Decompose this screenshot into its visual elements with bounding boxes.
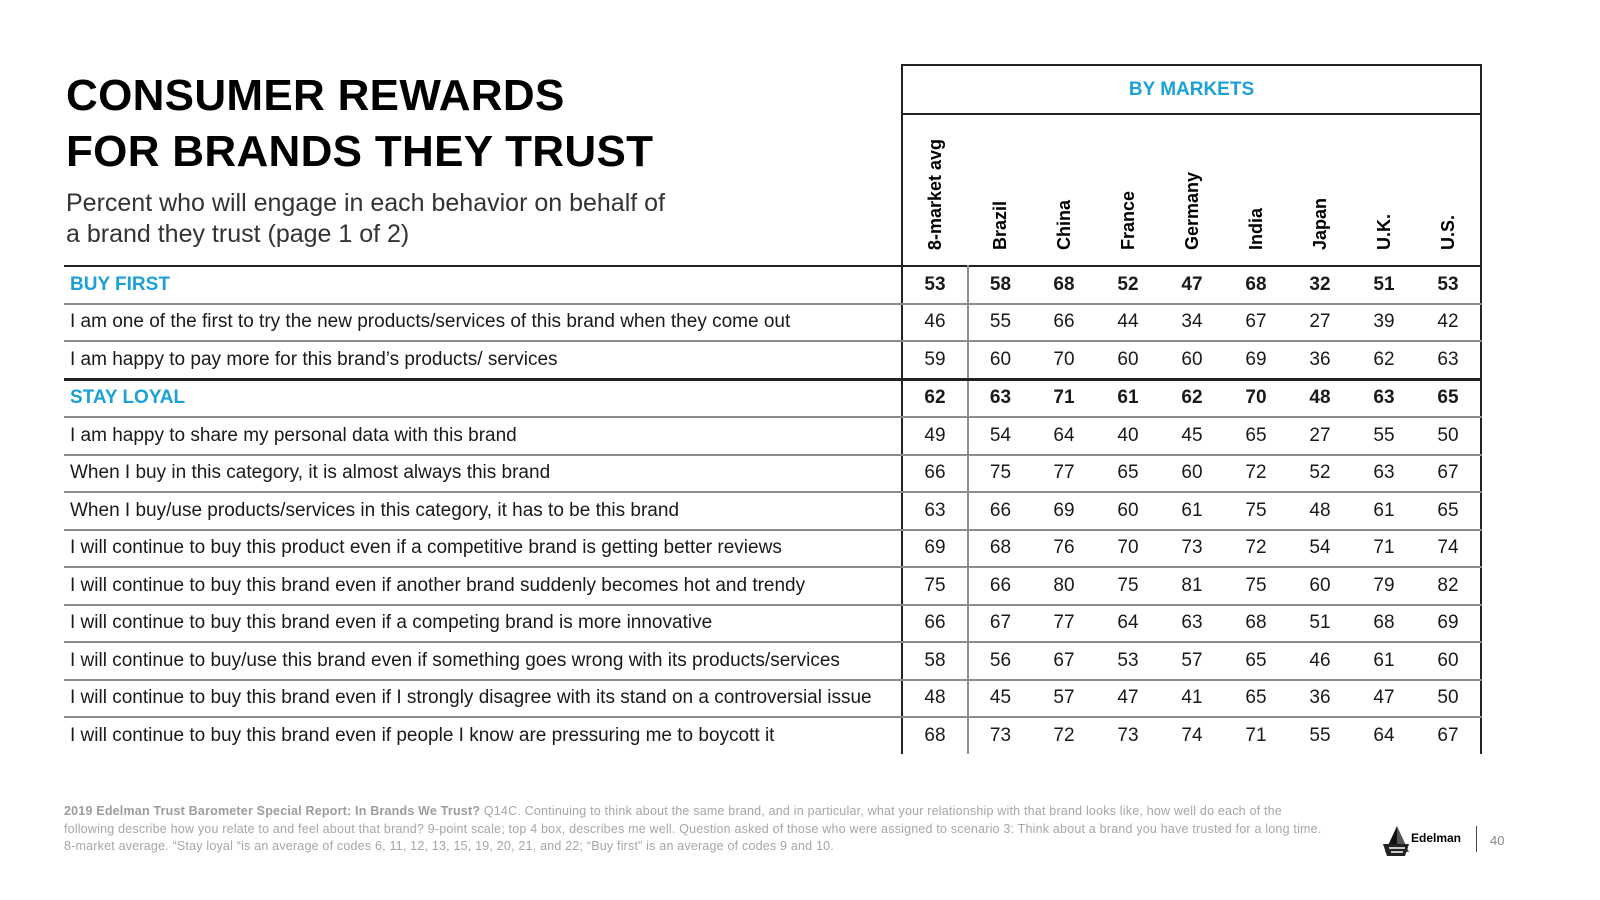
value-cell: 65 [1416,492,1481,530]
value-cell: 79 [1352,567,1416,605]
value-cell: 45 [1160,417,1224,455]
value-cell: 63 [1352,455,1416,493]
value-cell: 58 [968,266,1032,304]
column-label: China [1053,199,1074,250]
avg-cell: 49 [902,417,968,455]
value-cell: 70 [1224,379,1288,417]
markets-table [64,64,1482,754]
edelman-logo [1383,822,1473,856]
value-cell: 72 [1224,530,1288,568]
value-cell: 27 [1288,417,1352,455]
value-cell: 76 [1032,530,1096,568]
header-spacer [64,65,902,266]
column-label: 8-market avg [925,138,945,250]
value-cell: 61 [1160,492,1224,530]
table-row [64,341,1481,379]
avg-cell: 66 [902,455,968,493]
value-cell: 56 [968,642,1032,680]
value-cell: 57 [1160,642,1224,680]
value-cell: 62 [1160,379,1224,417]
value-cell: 66 [1032,304,1096,342]
value-cell: 64 [1373,724,1395,746]
value-cell: 55 [1352,417,1416,455]
avg-cell: 62 [902,379,968,417]
value-cell: 73 [1117,724,1139,746]
value-cell: 53 [1096,642,1160,680]
avg-cell: 58 [902,642,968,680]
table-row [64,680,1481,718]
value-cell: 81 [1160,567,1224,605]
value-cell: 77 [1032,605,1096,643]
value-cell: 51 [1288,605,1352,643]
value-cell: 73 [989,724,1012,746]
column-header [1416,114,1481,266]
value-cell: 64 [1096,605,1160,643]
avg-cell: 59 [902,341,968,379]
table-row [64,530,1481,568]
title-line-1: CONSUMER REWARDS [66,71,565,120]
avg-cell: 75 [902,567,968,605]
value-cell: 75 [1224,492,1288,530]
column-label: Germany [1181,171,1202,250]
value-cell: 75 [1224,567,1288,605]
table-row [64,417,1481,455]
section-label: BUY FIRST [64,266,902,304]
value-cell: 68 [1224,266,1288,304]
value-cell: 40 [1096,417,1160,455]
value-cell: 71 [1352,530,1416,568]
footnote-text: Q14C. Continuing to think about the same brand, and in particular, what your relationship with that brand looks like, how well do each of the following describe how you relate to and feel about that brand? 9-point scale; top 4 box, describes me well. Question asked of those who were assigned to scenario 3: Think about a brand you have trusted for a long time. 8-market average. “Stay loyal “is an average of codes 6, 11, 12, 13, 15, 19, 20, 21, and 22; “Buy first” is an average of codes 9 and 10. [64,804,1322,853]
row-label: I am happy to share my personal data with this brand [64,417,902,455]
value-cell: 36 [1288,341,1352,379]
value-cell: 74 [1181,724,1203,746]
value-cell: 53 [1416,266,1481,304]
column-header [1032,114,1096,266]
value-cell: 60 [968,341,1032,379]
value-cell: 71 [1032,379,1096,417]
column-label: India [1245,207,1266,250]
row-label: I will continue to buy this brand even if another brand suddenly becomes hot and trendy [64,567,902,605]
value-cell: 47 [1160,266,1224,304]
value-cell: 44 [1096,304,1160,342]
row-label: I will continue to buy/use this brand even if something goes wrong with its products/services [64,642,902,680]
column-header [1160,114,1224,266]
row-label: When I buy in this category, it is almost always this brand [64,455,902,493]
avg-cell: 66 [902,605,968,643]
column-label: U.K. [1373,214,1394,250]
value-cell: 42 [1416,304,1481,342]
table-row [64,567,1481,605]
row-label: I will continue to buy this product even if a competitive brand is getting better reviews [64,530,902,568]
value-cell: 52 [1288,455,1352,493]
value-cell: 46 [1288,642,1352,680]
row-label: I am one of the first to try the new products/services of this brand when they come out [64,304,902,342]
section-row [64,266,1481,304]
row-label: I will continue to buy this brand even if people I know are pressuring me to boycott it [70,724,775,746]
value-cell: 54 [1288,530,1352,568]
value-cell: 80 [1032,567,1096,605]
title-line-2: FOR BRANDS THEY TRUST [66,127,654,176]
value-cell: 50 [1416,417,1481,455]
value-cell: 63 [968,379,1032,417]
value-cell: 60 [1160,455,1224,493]
by-markets-header: BY MARKETS [902,65,1481,114]
value-cell: 60 [1096,341,1160,379]
value-cell: 68 [968,530,1032,568]
value-cell: 71 [1245,724,1267,746]
footnote-source: 2019 Edelman Trust Barometer Special Report: In Brands We Trust? [64,804,481,818]
value-cell: 47 [1352,680,1416,718]
value-cell: 68 [1032,266,1096,304]
value-cell: 75 [968,455,1032,493]
value-cell: 65 [1416,379,1481,417]
value-cell: 63 [1416,341,1481,379]
page-number: 40 [1490,833,1505,848]
table-row [64,605,1481,643]
value-cell: 67 [1032,642,1096,680]
table-row [64,492,1481,530]
value-cell: 60 [1288,567,1352,605]
value-cell: 45 [968,680,1032,718]
value-cell: 67 [1416,717,1481,754]
value-cell: 63 [1352,379,1416,417]
avg-cell: 46 [902,304,968,342]
value-cell: 60 [1416,642,1481,680]
value-cell: 61 [1352,642,1416,680]
value-cell: 67 [1416,455,1481,493]
avg-cell: 69 [902,530,968,568]
value-cell: 74 [1416,530,1481,568]
value-cell: 57 [1032,680,1096,718]
value-cell: 55 [968,304,1032,342]
value-cell: 47 [1096,680,1160,718]
column-header [1288,114,1352,266]
value-cell: 61 [1096,379,1160,417]
value-cell: 69 [1032,492,1096,530]
value-cell: 67 [968,605,1032,643]
table-row [64,455,1481,493]
value-cell: 52 [1096,266,1160,304]
value-cell: 54 [968,417,1032,455]
section-label: STAY LOYAL [64,379,902,417]
value-cell: 67 [1224,304,1288,342]
value-cell: 60 [1096,492,1160,530]
column-label: France [1117,190,1138,250]
row-label: I will continue to buy this brand even if a competing brand is more innovative [64,605,902,643]
row-label: When I buy/use products/services in this category, it has to be this brand [64,492,902,530]
avg-cell: 53 [902,266,968,304]
column-header [1096,114,1160,266]
table-row [64,642,1481,680]
value-cell: 68 [1352,605,1416,643]
value-cell: 36 [1288,680,1352,718]
value-cell: 27 [1288,304,1352,342]
avg-cell: 68 [902,717,968,754]
column-label: Brazil [989,200,1010,250]
value-cell: 39 [1352,304,1416,342]
value-cell: 60 [1160,341,1224,379]
footnote [64,803,1334,856]
value-cell: 51 [1352,266,1416,304]
value-cell: 65 [1096,455,1160,493]
value-cell: 69 [1416,605,1481,643]
value-cell: 32 [1288,266,1352,304]
value-cell: 72 [1053,724,1075,746]
column-header [902,114,968,266]
value-cell: 48 [1288,379,1352,417]
value-cell: 34 [1160,304,1224,342]
avg-cell: 63 [902,492,968,530]
logo-text: Edelman [1411,831,1462,845]
column-header [1224,114,1288,266]
value-cell: 50 [1416,680,1481,718]
value-cell: 73 [1160,530,1224,568]
table-row [64,717,1481,754]
column-header [1352,114,1416,266]
value-cell: 69 [1224,341,1288,379]
value-cell: 68 [1224,605,1288,643]
value-cell: 70 [1032,341,1096,379]
subtitle-line-1: Percent who will engage in each behavior on behalf of [66,189,666,217]
value-cell: 66 [968,567,1032,605]
value-cell: 63 [1160,605,1224,643]
row-label: I will continue to buy this brand even if I strongly disagree with its stand on a controversial issue [64,680,902,718]
value-cell: 82 [1416,567,1481,605]
value-cell: 61 [1352,492,1416,530]
value-cell: 64 [1032,417,1096,455]
value-cell: 65 [1224,680,1288,718]
value-cell: 65 [1224,642,1288,680]
value-cell: 75 [1096,567,1160,605]
table-header [64,65,1481,266]
value-cell: 55 [1309,724,1331,746]
value-cell: 48 [1288,492,1352,530]
column-label: U.S. [1437,214,1458,250]
value-cell: 70 [1096,530,1160,568]
table-row [64,304,1481,342]
column-header [968,114,1032,266]
section-row [64,379,1481,417]
value-cell: 65 [1224,417,1288,455]
subtitle-line-2: a brand they trust (page 1 of 2) [66,220,410,248]
row-label: I am happy to pay more for this brand’s products/ services [64,341,902,379]
edelman-logo-icon [1383,822,1411,856]
logo-divider [1476,826,1477,852]
value-cell: 62 [1352,341,1416,379]
value-cell: 72 [1224,455,1288,493]
value-cell: 41 [1160,680,1224,718]
table-body [64,266,1481,754]
column-label: Japan [1309,197,1330,250]
avg-cell: 48 [902,680,968,718]
value-cell: 66 [968,492,1032,530]
value-cell: 77 [1032,455,1096,493]
